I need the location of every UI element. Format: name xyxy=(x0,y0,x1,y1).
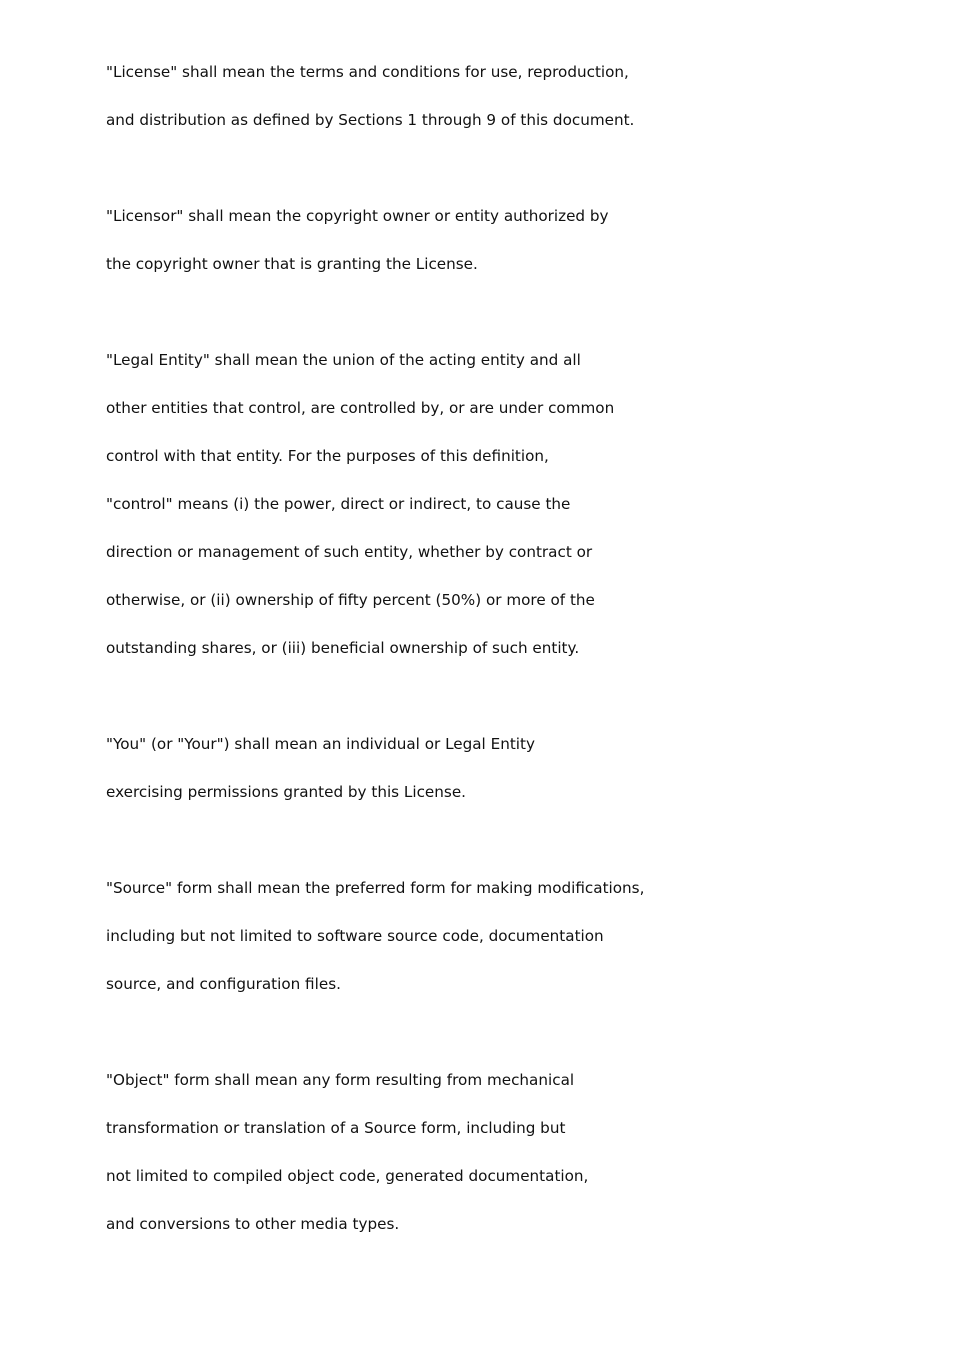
text-line: otherwise, or (ii) ownership of fifty percent (50%) or more of the xyxy=(106,591,595,609)
text-line: direction or management of such entity, whether by contract or xyxy=(106,543,593,561)
text-line: and conversions to other media types. xyxy=(106,1215,400,1233)
document-body xyxy=(106,52,886,1300)
text-line: the copyright owner that is granting the License. xyxy=(106,255,478,273)
text-line: "Source" form shall mean the preferred form for making modifications, xyxy=(106,879,645,897)
definition-license xyxy=(106,52,886,148)
text-line: "Object" form shall mean any form resulting from mechanical xyxy=(106,1071,575,1089)
text-line: source, and configuration files. xyxy=(106,975,341,993)
text-line: control with that entity. For the purposes of this definition, xyxy=(106,447,549,465)
definition-you xyxy=(106,724,886,820)
text-line: transformation or translation of a Source form, including but xyxy=(106,1119,566,1137)
definition-legal-entity xyxy=(106,340,886,676)
definition-licensor xyxy=(106,196,886,292)
text-line: other entities that control, are controlled by, or are under common xyxy=(106,399,615,417)
text-line: exercising permissions granted by this License. xyxy=(106,783,466,801)
text-line: "License" shall mean the terms and conditions for use, reproduction, xyxy=(106,63,629,81)
text-line: "control" means (i) the power, direct or indirect, to cause the xyxy=(106,495,571,513)
text-line: not limited to compiled object code, generated documentation, xyxy=(106,1167,589,1185)
definition-object-form xyxy=(106,1060,886,1252)
text-line: "You" (or "Your") shall mean an individual or Legal Entity xyxy=(106,735,535,753)
text-line: "Licensor" shall mean the copyright owner or entity authorized by xyxy=(106,207,609,225)
text-line: and distribution as defined by Sections 1 through 9 of this document. xyxy=(106,111,635,129)
text-line: outstanding shares, or (iii) beneficial ownership of such entity. xyxy=(106,639,580,657)
text-line: "Legal Entity" shall mean the union of the acting entity and all xyxy=(106,351,581,369)
definition-source-form xyxy=(106,868,886,1012)
text-line: including but not limited to software source code, documentation xyxy=(106,927,604,945)
